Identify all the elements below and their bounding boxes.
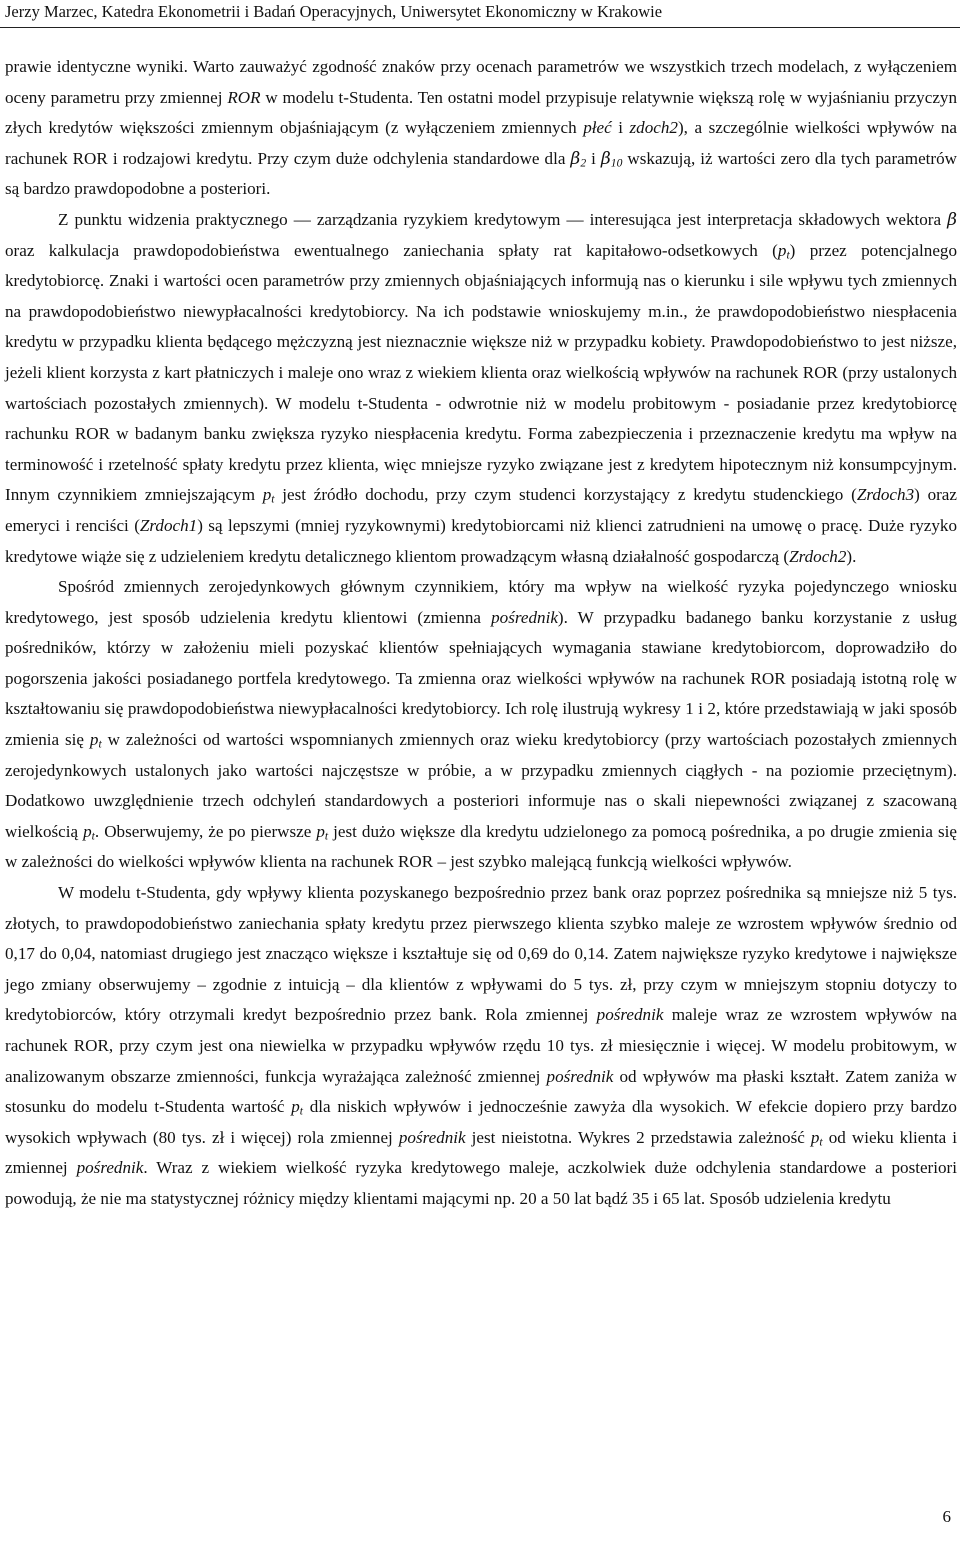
page-body — [5, 52, 957, 1215]
beta-vector-symbol: β — [947, 209, 957, 230]
paragraph-1: prawie identyczne wyniki. Warto zauważyć zgodność znaków przy ocenach parametrów we wszystkich trzech modelach, z wyłączeniem oceny parametru przy zmiennej ROR w modelu t-Studenta. Ten ostatni model przypisuje relatywnie większą rolę w wyjaśnianiu przyczyn złych kredytów większości zmiennym objaśniającym (z wyłączeniem zmiennych płeć i zdoch2), a szczególnie wielkości wpływów na rachunek ROR i rodzajowi kredytu. Przy czym duże odchylenia standardowe dla $\beta_2$ i $\beta_{10}$ wskazują, iż wartości zero dla tych parametrów są bardzo prawdopodobne a posteriori. — [5, 57, 958, 199]
p-t-symbol: $p_t$ — [316, 821, 329, 843]
page-number: 6 — [942, 1507, 951, 1526]
p-t-symbol: $p_t$ — [810, 1127, 823, 1149]
beta-2-symbol: $\beta_2$ — [570, 148, 587, 170]
p-t-symbol: $p_t$ — [291, 1097, 303, 1118]
p-t-symbol: $p_t$ — [777, 240, 790, 262]
header-rule — [0, 27, 960, 28]
p-t-symbol: $p_t$ — [83, 821, 95, 843]
running-header: Jerzy Marzec, Katedra Ekonometrii i Badań Operacyjnych, Uniwersytet Ekonomiczny w Krakowie — [5, 2, 663, 21]
beta-10-symbol: $\beta_{10}$ — [600, 148, 623, 170]
paragraph-3: Spośród zmiennych zerojedynkowych głównym czynnikiem, który ma wpływ na wielkość ryzyka pojedynczego wniosku kredytowego, jest sposób udzielenia kredytu klientowi (zmienna pośrednik). W przypadku badanego banku korzystanie z usług pośredników, którzy w założeniu mieli pozyskać klientów spełniających wymagania stawiane kredytobiorcom, doprowadziło do pogorszenia jakości posiadanego portfela kredytowego. Ta zmienna oraz wielkości wpływów na rachunek ROR posiadają istotną rolę w kształtowaniu się prawdopodobieństwa niewypłacalności kredytobiorcy. Ich rolę ilustrują wykresy 1 i 2, które przedstawiają w jaki sposób zmienia się $p_t$ w zależności od wartości wspomnianych zmiennych oraz wieku kredytobiorcy (przy wartościach pozostałych zmiennych zerojedynkowych ustalonych jako wartości najczęstsze w próbie, a w przypadku zmiennych ciągłych - na poziomie przeciętnym). Dodatkowo uwzględnienie trzech odchyleń standardowych a posteriori informuje nas o skali niepewności związanej z szacowaną wielkością $p_t$. Obserwujemy, że po pierwsze $p_t$ jest dużo większe dla kredytu udzielonego za pomocą pośrednika, a po drugie zmienia się w zależności do wielkości wpływów klienta na rachunek ROR – jest szybko malejącą funkcją wielkości wpływów. — [5, 577, 958, 872]
paragraph-2: Z punktu widzenia praktycznego — zarządzania ryzykiem kredytowym — interesująca jest interpretacja składowych wektora β oraz kalkulacja prawdopodobieństwa ewentualnego zaniechania spłaty rat kapitałowo-odsetkowych $(p_t)$ przez potencjalnego kredytobiorcę. Znaki i wartości ocen parametrów przy zmiennych objaśniających informują nas o kierunku i sile wpływu tych zmiennych na prawdopodobieństwo niewypłacalności kredytobiorcy. Na ich podstawie wnioskujemy m.in., że prawdopodobieństwo niespłacenia kredytu w przypadku klienta będącego mężczyzną jest nieznacznie większe niż w przypadku kobiety. Prawdopodobieństwo to jest niższe, jeżeli klient korzysta z kart płatniczych i maleje ono wraz z wiekiem klienta oraz wielkością wpływów na rachunek ROR (przy ustalonych wartościach pozostałych zmiennych). W modelu t-Studenta - odwrotnie niż w modelu probitowym - posiadanie przez kredytobiorcę rachunku ROR w badanym banku zwiększa ryzyko niespłacenia kredytu. Forma zabezpieczenia i przeznaczenie kredytu ma wpływ na terminowość i rzetelność spłaty kredytu przez klienta, więc mniejsze ryzyko związane jest z kredytem hipotecznym niż konsumpcyjnym. Innym czynnikiem zmniejszającym $p_t$ jest źródło dochodu, przy czym studenci korzystający z kredytu studenckiego (Zrdoch3) oraz emeryci i renciści (Zrdoch1) są lepszymi (mniej ryzykownymi) kredytobiorcami niż klienci zatrudnieni na umowę o pracę. Duże ryzyko kredytowe wiąże się z udzieleniem kredytu detalicznego klientom prowadzącym własną działalność gospodarczą (Zrdoch2). — [5, 209, 957, 566]
paragraph-4: W modelu t-Studenta, gdy wpływy klienta pozyskanego bezpośrednio przez bank oraz poprzez pośrednika są mniejsze niż 5 tys. złotych, to prawdopodobieństwo zaniechania spłaty kredytu przez pierwszego klienta szybko maleje ze wzrostem wpływów średnio od 0,17 do 0,04, natomiast drugiego jest znacząco większe i kształtuje się od 0,69 do 0,14. Zatem największe ryzyko kredytowe i największe jego zmiany obserwujemy – zgodnie z intuicją – dla klientów z wpływami do 5 tys. zł, przy czym w mniejszym stopniu dotyczy to kredytobiorców, który otrzymali kredyt bezpośrednio przez bank. Rola zmiennej pośrednik maleje wraz ze wzrostem wpływów na rachunek ROR, przy czym jest ona niewielka w przypadku wpływów rzędu 10 tys. zł miesięcznie i więcej. W modelu probitowym, w analizowanym obszarze zmienności, funkcja wyrażająca zależność zmiennej pośrednik od wpływów ma płaski kształt. Zatem zaniża w stosunku do modelu t-Studenta wartość $p_t$ dla niskich wpływów i jednocześnie zawyża dla wysokich. W efekcie dopiero przy bardzo wysokich wpływach (80 tys. zł i więcej) rola zmiennej pośrednik jest nieistotna. Wykres 2 przedstawia zależność $p_t$ od wieku klienta i zmiennej pośrednik. Wraz z wiekiem wielkość ryzyka kredytowego maleje, aczkolwiek duże odchylenia standardowe a posteriori powodują, że nie ma statystycznej różnicy między klientami mającymi np. 20 a 50 lat bądź 35 i 65 lat. Sposób udzielenia kredytu — [5, 883, 957, 1208]
p-t-symbol: $p_t$ — [89, 730, 102, 751]
p-t-symbol: $p_t$ — [262, 485, 275, 506]
